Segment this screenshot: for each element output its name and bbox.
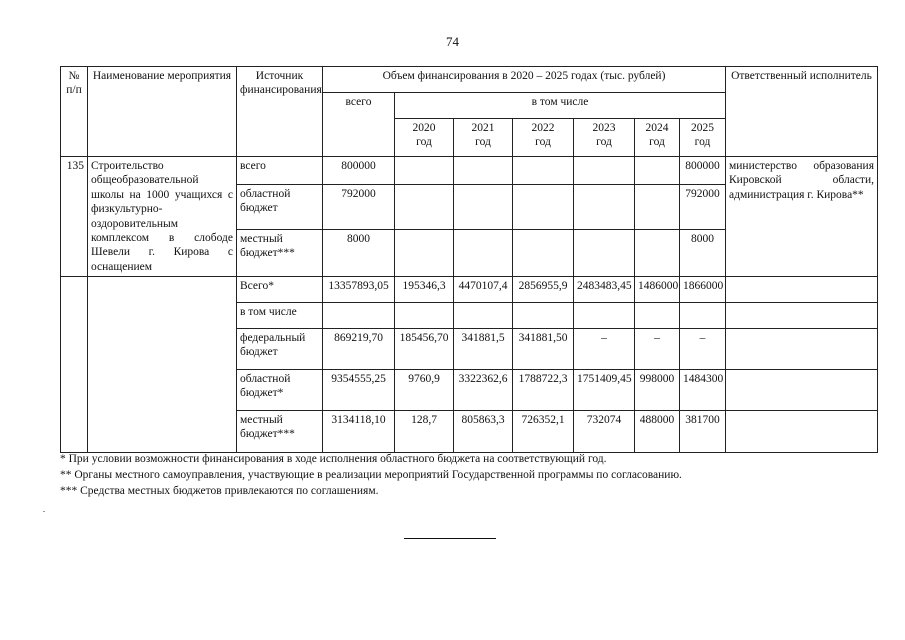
year-cell xyxy=(635,229,680,276)
year-cell xyxy=(395,157,454,185)
source-cell: Всего* xyxy=(237,277,323,303)
table-row xyxy=(61,157,878,185)
header-including: в том числе xyxy=(395,93,726,119)
total-cell: 9354555,25 xyxy=(323,370,395,411)
total-cell: 13357893,05 xyxy=(323,277,395,303)
table-row xyxy=(61,277,878,303)
year-cell: 2483483,45 xyxy=(574,277,635,303)
year-cell: 488000 xyxy=(635,411,680,453)
year-cell: 1751409,45 xyxy=(574,370,635,411)
year-cell: 8000 xyxy=(680,229,726,276)
footnote: ** Органы местного самоуправления, участвующие в реализации мероприятий Государственной программы по согласованию. xyxy=(60,469,682,481)
source-cell: областной бюджет xyxy=(237,184,323,229)
empty-cell xyxy=(726,370,878,411)
empty-cell xyxy=(61,303,88,329)
header-year-2021: 2021 год xyxy=(454,119,513,157)
total-cell: 800000 xyxy=(323,157,395,185)
source-cell: федеральный бюджет xyxy=(237,329,323,370)
year-cell: 2856955,9 xyxy=(513,277,574,303)
year-cell xyxy=(635,157,680,185)
source-cell: в том числе xyxy=(237,303,323,329)
empty-cell xyxy=(88,370,237,411)
year-cell: – xyxy=(574,329,635,370)
year-cell: 195346,3 xyxy=(395,277,454,303)
header-year-2020: 2020 год xyxy=(395,119,454,157)
year-cell: 1486000 xyxy=(635,277,680,303)
empty-cell xyxy=(726,329,878,370)
year-cell: 341881,50 xyxy=(513,329,574,370)
empty-cell xyxy=(88,277,237,303)
header-year-2022: 2022 год xyxy=(513,119,574,157)
year-cell: 998000 xyxy=(635,370,680,411)
source-cell: местный бюджет*** xyxy=(237,229,323,276)
empty-cell xyxy=(726,277,878,303)
year-cell: 1484300 xyxy=(680,370,726,411)
header-financing-volume: Объем финансирования в 2020 – 2025 годах (тыс. рублей) xyxy=(323,67,726,93)
header-name: Наименование мероприятия xyxy=(88,67,237,157)
year-cell: 732074 xyxy=(574,411,635,453)
header-year-2024: 2024 год xyxy=(635,119,680,157)
year-cell: – xyxy=(680,329,726,370)
year-cell: 792000 xyxy=(680,184,726,229)
table-row xyxy=(61,329,878,370)
total-cell: 3134118,10 xyxy=(323,411,395,453)
header-number: № п/п xyxy=(61,67,88,157)
closing-line xyxy=(404,538,496,539)
year-cell: 381700 xyxy=(680,411,726,453)
header-total: всего xyxy=(323,93,395,157)
year-cell xyxy=(395,229,454,276)
year-cell: 1866000 xyxy=(680,277,726,303)
year-cell: 185456,70 xyxy=(395,329,454,370)
year-cell xyxy=(395,303,454,329)
year-cell xyxy=(513,229,574,276)
footnotes xyxy=(60,451,890,499)
empty-cell xyxy=(61,411,88,453)
header-year-2025: 2025 год xyxy=(680,119,726,157)
year-cell xyxy=(574,184,635,229)
year-cell xyxy=(635,303,680,329)
year-cell: 1788722,3 xyxy=(513,370,574,411)
scan-speck xyxy=(43,511,45,512)
footnote: * При условии возможности финансирования в ходе исполнения областного бюджета на соответствующий год. xyxy=(60,453,607,465)
empty-cell xyxy=(61,329,88,370)
page-number: 74 xyxy=(446,34,459,49)
total-cell xyxy=(323,303,395,329)
year-cell: 4470107,4 xyxy=(454,277,513,303)
year-cell xyxy=(574,229,635,276)
year-cell: 800000 xyxy=(680,157,726,185)
source-cell: областной бюджет* xyxy=(237,370,323,411)
empty-cell xyxy=(61,370,88,411)
table-row xyxy=(61,411,878,453)
item-number: 135 xyxy=(61,157,88,277)
source-cell: местный бюджет*** xyxy=(237,411,323,453)
year-cell: 3322362,6 xyxy=(454,370,513,411)
empty-cell xyxy=(726,303,878,329)
year-cell: 726352,1 xyxy=(513,411,574,453)
total-cell: 792000 xyxy=(323,184,395,229)
year-cell: 341881,5 xyxy=(454,329,513,370)
year-cell xyxy=(513,303,574,329)
year-cell xyxy=(454,157,513,185)
year-cell xyxy=(454,229,513,276)
year-cell xyxy=(574,303,635,329)
empty-cell xyxy=(61,277,88,303)
year-cell: 805863,3 xyxy=(454,411,513,453)
year-cell xyxy=(454,303,513,329)
empty-cell xyxy=(726,411,878,453)
item-name: Строительство общеобразовательной школы на 1000 учащихся с физкультурно-оздоровительным комплексом в слободе Шевели г. Кирова с оснащением xyxy=(88,157,237,277)
year-cell: 9760,9 xyxy=(395,370,454,411)
year-cell xyxy=(635,184,680,229)
table-row xyxy=(61,303,878,329)
empty-cell xyxy=(88,303,237,329)
year-cell xyxy=(454,184,513,229)
item-responsible: министерство образования Кировской области, администрация г. Кирова** xyxy=(726,157,878,277)
year-cell xyxy=(680,303,726,329)
table-row xyxy=(61,370,878,411)
source-cell: всего xyxy=(237,157,323,185)
total-cell: 869219,70 xyxy=(323,329,395,370)
year-cell: 128,7 xyxy=(395,411,454,453)
year-cell xyxy=(574,157,635,185)
header-year-2023: 2023 год xyxy=(574,119,635,157)
header-source: Источник финансирования xyxy=(237,67,323,157)
total-cell: 8000 xyxy=(323,229,395,276)
year-cell xyxy=(395,184,454,229)
year-cell xyxy=(513,157,574,185)
footnote: *** Средства местных бюджетов привлекаются по соглашениям. xyxy=(60,485,379,497)
year-cell: – xyxy=(635,329,680,370)
year-cell xyxy=(513,184,574,229)
empty-cell xyxy=(88,411,237,453)
header-responsible: Ответственный исполнитель xyxy=(726,67,878,157)
financing-table xyxy=(60,66,878,453)
empty-cell xyxy=(88,329,237,370)
